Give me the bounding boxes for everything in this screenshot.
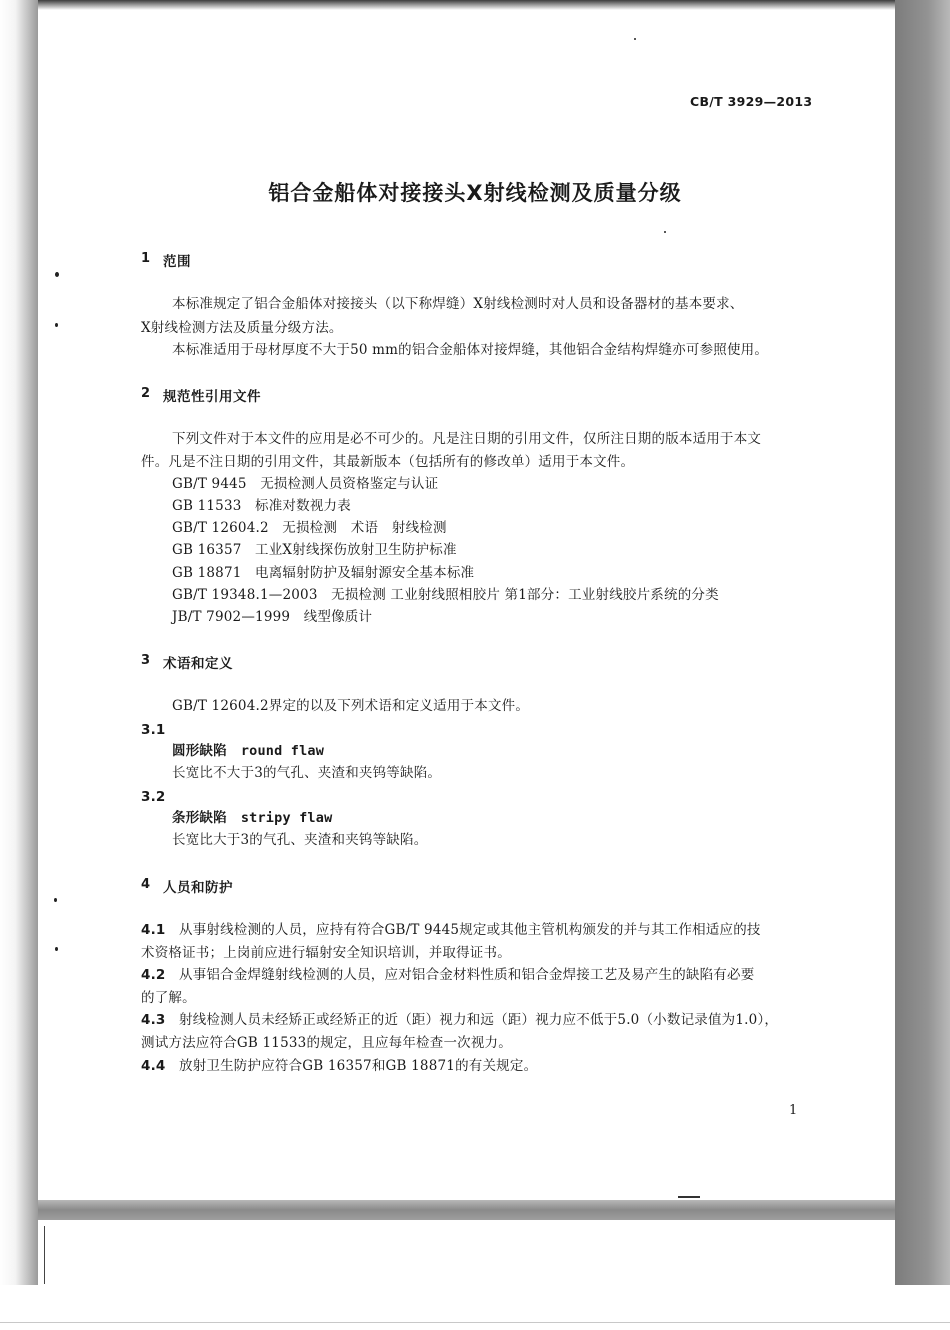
clause-continuation: 的了解。 <box>141 990 196 1006</box>
paragraph-line: 本标准规定了铝合金船体对接接头（以下称焊缝）X射线检测时对人员和设备器材的基本要求、 <box>172 296 744 312</box>
section-title: 术语和定义 <box>163 656 233 672</box>
scan-speck <box>55 272 59 277</box>
next-page-edge <box>44 1226 45 1284</box>
clause-line <box>141 1010 778 1030</box>
reference-code: GB/T 19348.1—2003 <box>172 587 318 603</box>
paragraph-line: 下列文件对于本文件的应用是必不可少的。凡是注日期的引用文件，仅所注日期的版本适用于本文 <box>172 431 762 447</box>
reference-code: GB 18871 <box>172 565 242 581</box>
paragraph-line: 本标准适用于母材厚度不大于50 mm的铝合金船体对接焊缝，其他铝合金结构焊缝亦可参照使用。 <box>172 342 769 358</box>
clause-number: 4.1 <box>141 922 166 938</box>
section-title: 范围 <box>163 254 191 270</box>
clause-number: 4.4 <box>141 1058 166 1074</box>
reference-name: 无损检测 术语 射线检测 <box>282 520 447 536</box>
reference-name: 电离辐射防护及辐射源安全基本标准 <box>255 565 475 581</box>
term-number: 3.1 <box>141 722 166 738</box>
scan-speck <box>55 323 58 327</box>
reference-code: GB/T 9445 <box>172 476 247 492</box>
section-number: 4 <box>141 877 151 892</box>
reference-item <box>172 585 719 605</box>
reference-name: 无损检测人员资格鉴定与认证 <box>260 476 439 492</box>
clause-text: 放射卫生防护应符合GB 16357和GB 18871的有关规定。 <box>179 1058 538 1074</box>
scan-speck <box>664 231 666 233</box>
clause-number: 4.2 <box>141 967 166 983</box>
reference-code: GB 16357 <box>172 542 242 558</box>
clause-number: 4.3 <box>141 1012 166 1028</box>
paragraph-line: GB/T 12604.2界定的以及下列术语和定义适用于本文件。 <box>172 698 530 714</box>
clause-line <box>141 920 761 940</box>
reference-name: 线型像质计 <box>303 609 373 625</box>
reference-item <box>172 563 474 583</box>
bottom-strip <box>0 1286 950 1330</box>
reference-name: 标准对数视力表 <box>255 498 351 514</box>
document-title: 铝合金船体对接接头X射线检测及质量分级 <box>268 181 682 205</box>
clause-line <box>141 1056 537 1076</box>
term-definition: 长宽比不大于3的气孔、夹渣和夹钨等缺陷。 <box>172 765 442 781</box>
term-heading <box>172 741 324 761</box>
reference-code: GB/T 12604.2 <box>172 520 269 536</box>
scan-speck <box>634 38 636 40</box>
page-number: 1 <box>789 1103 798 1118</box>
reference-item <box>172 540 457 560</box>
clause-continuation: 测试方法应符合GB 11533的规定，且应每年检查一次视力。 <box>141 1035 512 1051</box>
clause-text: 从事铝合金焊缝射线检测的人员，应对铝合金材料性质和铝合金焊接工艺及易产生的缺陷有必要 <box>179 967 755 983</box>
reference-name: 无损检测 工业射线照相胶片 第1部分：工业射线胶片系统的分类 <box>331 587 719 603</box>
standard-number: CB/T 3929—2013 <box>690 94 813 109</box>
term-english: stripy flaw <box>240 810 333 826</box>
reference-item <box>172 496 351 516</box>
reference-code: JB/T 7902—1999 <box>172 609 291 625</box>
paragraph-line: X射线检测方法及质量分级方法。 <box>141 320 343 336</box>
reference-name: 工业X射线探伤放射卫生防护标准 <box>255 542 457 558</box>
reference-item <box>172 474 438 494</box>
clause-continuation: 术资格证书；上岗前应进行辐射安全知识培训，并取得证书。 <box>141 945 511 961</box>
term-chinese: 圆形缺陷 <box>172 743 227 759</box>
bottom-divider <box>0 1322 950 1323</box>
term-heading <box>172 808 332 828</box>
reference-code: GB 11533 <box>172 498 242 514</box>
section-title: 规范性引用文件 <box>163 389 261 405</box>
term-number: 3.2 <box>141 789 166 805</box>
clause-text: 射线检测人员未经矫正或经矫正的近（距）视力和远（距）视力应不低于5.0（小数记录值为1.0）， <box>179 1012 779 1028</box>
section-number: 2 <box>141 386 151 401</box>
scan-speck <box>54 898 57 902</box>
scan-top-edge <box>38 0 895 10</box>
clause-line <box>141 965 754 985</box>
term-definition: 长宽比大于3的气孔、夹渣和夹钨等缺陷。 <box>172 832 428 848</box>
term-english: round flaw <box>240 743 325 759</box>
page-gap <box>38 1200 895 1220</box>
reference-item <box>172 607 372 627</box>
paragraph-line: 件。凡是不注日期的引用文件，其最新版本（包括所有的修改单）适用于本文件。 <box>141 454 635 470</box>
scan-mark <box>678 1196 700 1198</box>
section-number: 1 <box>141 251 151 266</box>
scan-speck <box>55 947 58 951</box>
clause-text: 从事射线检测的人员，应持有符合GB/T 9445规定或其他主管机构颁发的并与其工作相适应的技 <box>179 922 761 938</box>
section-title: 人员和防护 <box>163 880 233 896</box>
term-chinese: 条形缺陷 <box>172 810 227 826</box>
reference-item <box>172 518 447 538</box>
next-page <box>38 1220 895 1286</box>
section-number: 3 <box>141 653 151 668</box>
